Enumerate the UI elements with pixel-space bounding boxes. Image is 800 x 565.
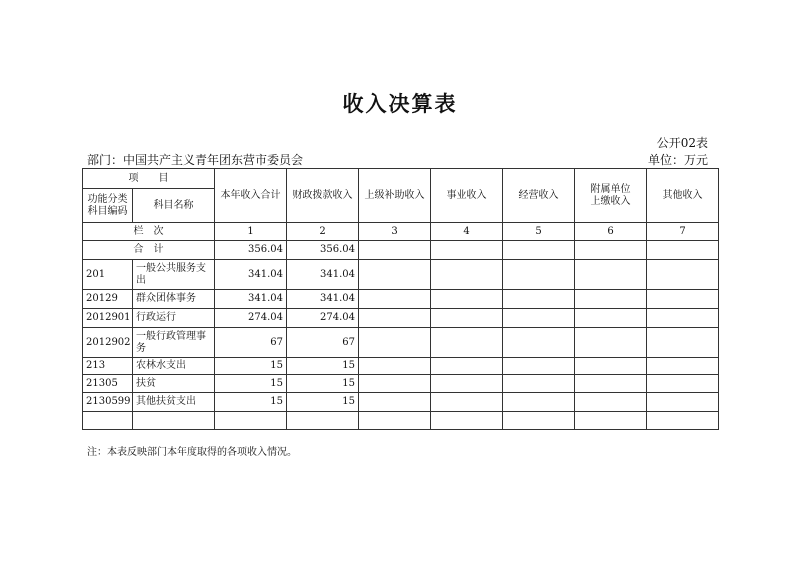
value-cell: 67 <box>287 328 359 358</box>
value-cell: 15 <box>215 358 287 375</box>
table-row <box>83 309 719 328</box>
income-table <box>82 168 719 430</box>
value-cell <box>503 358 575 375</box>
value-cell <box>503 309 575 328</box>
value-cell: 274.04 <box>287 309 359 328</box>
value-cell <box>503 241 575 260</box>
value-cell: 15 <box>215 375 287 393</box>
index-label: 栏 次 <box>83 223 215 241</box>
unit-label: 单位：万元 <box>647 153 708 167</box>
col-header: 事业收入 <box>431 169 503 223</box>
value-cell <box>503 290 575 309</box>
value-cell: 67 <box>215 328 287 358</box>
name-cell: 扶贫 <box>133 375 215 393</box>
value-cell <box>359 309 431 328</box>
value-cell <box>431 358 503 375</box>
table-row <box>83 393 719 412</box>
col-header: 其他收入 <box>647 169 719 223</box>
value-cell <box>575 358 647 375</box>
value-cell <box>647 375 719 393</box>
value-cell <box>647 412 719 430</box>
total-row <box>83 241 719 260</box>
value-cell <box>431 328 503 358</box>
value-cell: 15 <box>287 375 359 393</box>
value-cell <box>359 358 431 375</box>
value-cell <box>431 290 503 309</box>
name-cell <box>133 412 215 430</box>
name-cell: 其他扶贫支出 <box>133 393 215 412</box>
value-cell <box>575 260 647 290</box>
value-cell: 341.04 <box>215 260 287 290</box>
table-row <box>83 375 719 393</box>
value-cell <box>575 412 647 430</box>
code-cell: 2130599 <box>83 393 133 412</box>
value-cell <box>647 393 719 412</box>
value-cell <box>359 241 431 260</box>
value-cell <box>431 393 503 412</box>
value-cell <box>575 309 647 328</box>
value-cell <box>575 375 647 393</box>
index-number: 4 <box>431 223 503 241</box>
value-cell <box>431 412 503 430</box>
value-cell <box>503 328 575 358</box>
value-cell <box>431 375 503 393</box>
value-cell: 341.04 <box>287 260 359 290</box>
index-number: 2 <box>287 223 359 241</box>
value-cell <box>647 358 719 375</box>
header-row <box>83 169 719 189</box>
col-header: 本年收入合计 <box>215 169 287 223</box>
code-cell: 213 <box>83 358 133 375</box>
value-cell <box>647 290 719 309</box>
func-code-header: 功能分类科目编码 <box>83 189 133 223</box>
code-cell: 20129 <box>83 290 133 309</box>
index-number: 5 <box>503 223 575 241</box>
page-title: 收入决算表 <box>342 91 458 116</box>
value-cell <box>647 241 719 260</box>
value-cell <box>503 375 575 393</box>
footnote: 注：本表反映部门本年度取得的各项收入情况。 <box>87 447 297 458</box>
value-cell <box>575 328 647 358</box>
value-cell: 15 <box>215 393 287 412</box>
department-label: 部门：中国共产主义青年团东营市委员会 <box>87 153 304 167</box>
table-row <box>83 290 719 309</box>
code-cell <box>83 412 133 430</box>
value-cell <box>359 260 431 290</box>
table-row <box>83 358 719 375</box>
value-cell <box>503 412 575 430</box>
item-header: 项 目 <box>83 169 215 189</box>
col-header: 附属单位上缴收入 <box>575 169 647 223</box>
code-cell: 201 <box>83 260 133 290</box>
index-row <box>83 223 719 241</box>
code-cell: 2012901 <box>83 309 133 328</box>
value-cell <box>359 290 431 309</box>
name-cell: 行政运行 <box>133 309 215 328</box>
name-cell: 群众团体事务 <box>133 290 215 309</box>
value-cell: 356.04 <box>287 241 359 260</box>
total-label: 合 计 <box>83 241 215 260</box>
value-cell: 274.04 <box>215 309 287 328</box>
index-number: 1 <box>215 223 287 241</box>
value-cell <box>647 328 719 358</box>
value-cell: 341.04 <box>215 290 287 309</box>
col-header: 经营收入 <box>503 169 575 223</box>
value-cell: 341.04 <box>287 290 359 309</box>
value-cell <box>359 412 431 430</box>
name-cell: 一般公共服务支出 <box>133 260 215 290</box>
col-header: 上级补助收入 <box>359 169 431 223</box>
value-cell: 15 <box>287 393 359 412</box>
value-cell <box>575 393 647 412</box>
table-row <box>83 260 719 290</box>
table-code: 公开02表 <box>656 136 708 150</box>
col-header: 财政拨款收入 <box>287 169 359 223</box>
value-cell <box>359 328 431 358</box>
index-number: 3 <box>359 223 431 241</box>
code-cell: 2012902 <box>83 328 133 358</box>
value-cell <box>647 309 719 328</box>
index-number: 7 <box>647 223 719 241</box>
value-cell <box>215 412 287 430</box>
value-cell <box>647 260 719 290</box>
value-cell <box>359 375 431 393</box>
value-cell <box>359 393 431 412</box>
value-cell: 15 <box>287 358 359 375</box>
value-cell <box>431 241 503 260</box>
name-cell: 一般行政管理事务 <box>133 328 215 358</box>
value-cell <box>503 260 575 290</box>
value-cell <box>431 309 503 328</box>
table-row <box>83 412 719 430</box>
value-cell: 356.04 <box>215 241 287 260</box>
table-row <box>83 328 719 358</box>
value-cell <box>575 241 647 260</box>
value-cell <box>287 412 359 430</box>
code-cell: 21305 <box>83 375 133 393</box>
value-cell <box>431 260 503 290</box>
name-cell: 农林水支出 <box>133 358 215 375</box>
subject-name-header: 科目名称 <box>133 189 215 223</box>
index-number: 6 <box>575 223 647 241</box>
value-cell <box>503 393 575 412</box>
value-cell <box>575 290 647 309</box>
